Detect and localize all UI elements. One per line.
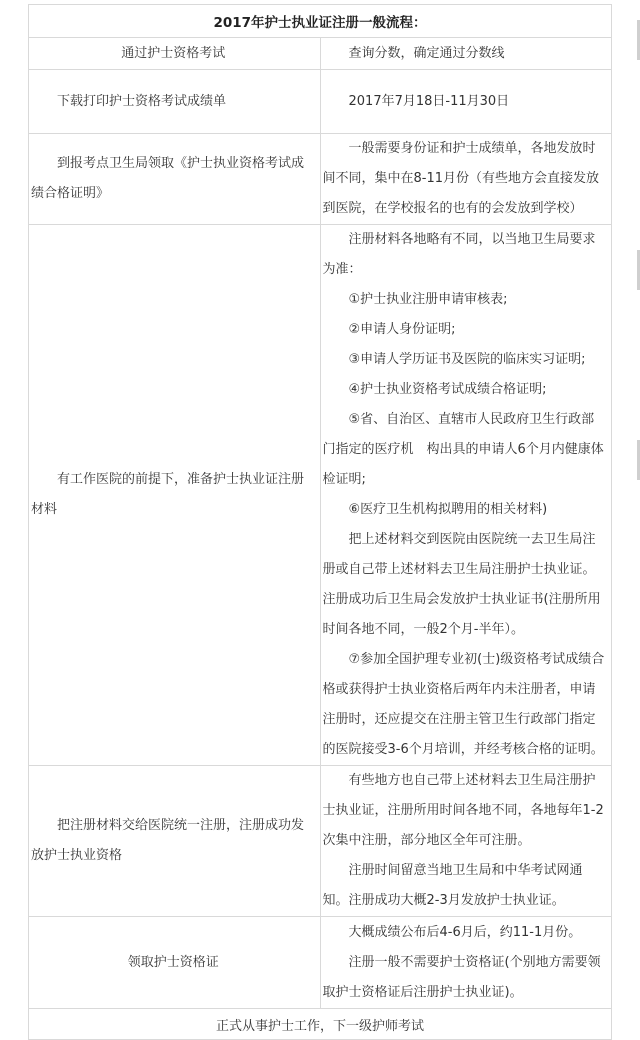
- table-row: [29, 766, 612, 917]
- step-detail: [320, 70, 612, 134]
- detail-line: 注册时间留意当地卫生局和中华考试网通知。注册成功大概2-3月发放护士执业证。: [322, 863, 583, 908]
- step-label: 把注册材料交给医院统一注册，注册成功发放护士执业资格: [29, 766, 321, 917]
- detail-line: ②申请人身份证明;: [348, 322, 456, 337]
- detail-line: 2017年7月18日-11月30日: [348, 93, 510, 109]
- detail-line: 大概成绩公布后4-6月后，约11-1月份。: [348, 924, 582, 940]
- step-label: 下载打印护士资格考试成绩单: [29, 70, 321, 134]
- detail-line: 把上述材料交到医院由医院统一去卫生局注册或自己带上述材料去卫生局注册护士执业证。注册成功后卫生局会发放护士执业证书(注册所用时间各地不同，一般2个月-半年）。: [322, 532, 601, 637]
- step-label: 领取护士资格证: [29, 917, 321, 1009]
- detail-line: ③申请人学历证书及医院的临床实习证明;: [348, 352, 586, 367]
- detail-line: ⑥医疗卫生机构拟聘用的相关材料): [348, 502, 548, 517]
- step-label: 有工作医院的前提下，准备护士执业证注册材料: [29, 225, 321, 766]
- detail-line: ⑦参加全国护理专业初(士)级资格考试成绩合格或获得护士执业资格后两年内未注册者，申请注册时，还应提交在注册主管卫生行政部门指定的医院接受3-6个月培训，并经考核合格的证明。: [322, 652, 605, 757]
- detail-line: 有些地方也自己带上述材料去卫生局注册护士执业证，注册所用时间各地不同，各地每年1-2次集中注册，部分地区全年可注册。: [322, 773, 604, 848]
- title-row: [29, 5, 612, 38]
- footer-row: [29, 1009, 612, 1040]
- table-row: [29, 134, 612, 225]
- detail-line: 查询分数，确定通过分数线: [348, 45, 505, 61]
- detail-line: 注册一般不需要护士资格证(个别地方需要领取护士资格证后注册护士执业证)。: [322, 954, 601, 1000]
- detail-line: ⑤省、自治区、直辖市人民政府卫生行政部门指定的医疗机 构出具的申请人6个月内健康体检证明;: [322, 412, 604, 487]
- step-detail: [320, 225, 612, 766]
- table-row: [29, 917, 612, 1009]
- registration-flow-table: [28, 4, 612, 1040]
- step-label: 通过护士资格考试: [29, 38, 321, 70]
- step-detail: [320, 38, 612, 70]
- footer-text: 正式从事护士工作，下一级护师考试: [29, 1009, 612, 1040]
- step-detail: [320, 917, 612, 1009]
- step-detail: [320, 766, 612, 917]
- table-row: [29, 70, 612, 134]
- detail-line: ④护士执业资格考试成绩合格证明;: [348, 382, 547, 397]
- table-row: [29, 38, 612, 70]
- table-row: [29, 225, 612, 766]
- table-title: 2017年护士执业证注册一般流程：: [29, 5, 612, 38]
- step-label: 到报考点卫生局领取《护士执业资格考试成绩合格证明》: [29, 134, 321, 225]
- detail-line: ①护士执业注册申请审核表;: [348, 292, 508, 307]
- detail-line: 注册材料各地略有不同，以当地卫生局要求为准：: [322, 232, 596, 277]
- step-detail: [320, 134, 612, 225]
- detail-line: 一般需要身份证和护士成绩单，各地发放时间不同，集中在8-11月份（有些地方会直接发放到医院，在学校报名的也有的会发放到学校）: [322, 141, 600, 216]
